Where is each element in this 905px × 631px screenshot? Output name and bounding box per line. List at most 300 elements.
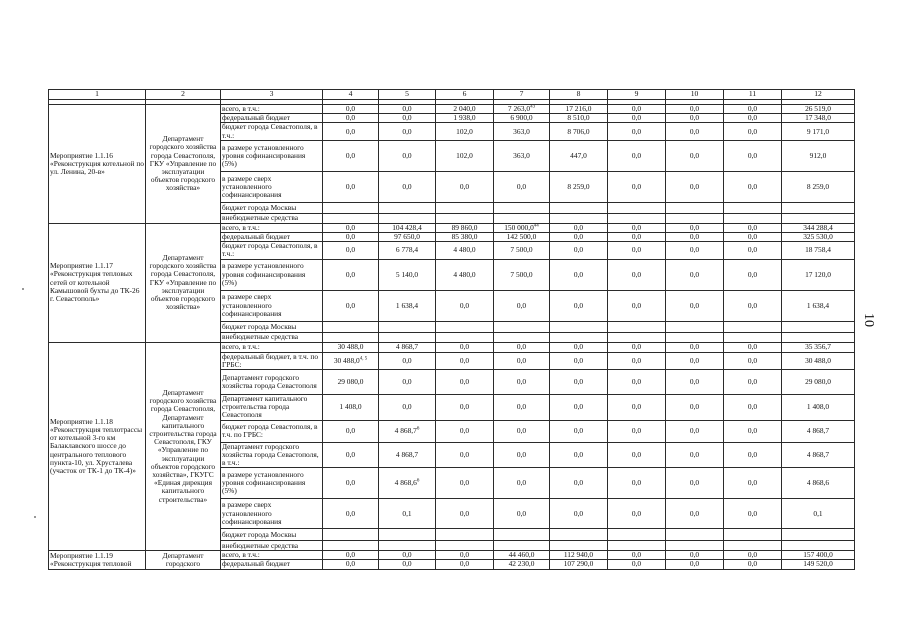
- amount-total: 157 400,0: [782, 551, 855, 560]
- amount-value: 0,0: [747, 269, 758, 279]
- amount-value: 0,0: [459, 426, 470, 436]
- funding-source: бюджет города Севастополя, в т.ч. по ГРБС:: [221, 420, 323, 442]
- amount-value: 112 940,0: [563, 550, 594, 560]
- amount-value: 0,0: [459, 449, 470, 459]
- amount-cell-y8: [550, 321, 608, 332]
- funding-source: Департамент капитального строительства города Севастополя: [221, 395, 323, 421]
- amount-cell-y5: [379, 321, 436, 332]
- amount-value: 102,0: [456, 150, 473, 160]
- amount-cell-y5: [379, 529, 436, 541]
- amount-cell-y6: [436, 395, 494, 421]
- amount-cell-y10: [666, 123, 724, 140]
- amount-cell-y11: [724, 321, 782, 332]
- amount-cell-y7: [494, 352, 550, 369]
- amount-cell-y4: [323, 499, 379, 529]
- amount-cell-y8: [550, 352, 608, 369]
- amount-value: 0,0: [747, 126, 758, 136]
- amount-cell-y10: [666, 551, 724, 560]
- amount-value: 0,0: [573, 342, 584, 352]
- column-header: 12: [782, 90, 855, 100]
- amount-cell-y8: [550, 242, 608, 259]
- amount-value: 363,0: [513, 150, 530, 160]
- amount-total: [782, 541, 855, 551]
- scan-speck: [22, 288, 24, 290]
- amount-value: 0,0: [631, 550, 642, 560]
- column-header: 2: [146, 90, 221, 100]
- amount-value: 4 480,0: [453, 269, 476, 279]
- amount-value: 0,0: [573, 300, 584, 310]
- amount-cell-y11: [724, 551, 782, 560]
- amount-total: 9 171,0: [782, 123, 855, 140]
- amount-cell-y9: [608, 420, 666, 442]
- amount-total: 149 520,0: [782, 560, 855, 569]
- amount-cell-y11: [724, 541, 782, 551]
- amount-value: 1 638,4: [395, 300, 419, 310]
- amount-cell-y10: [666, 529, 724, 541]
- amount-value: 0,0: [345, 113, 356, 123]
- amount-cell-y7: [494, 171, 550, 202]
- amount-value: 0,0: [631, 300, 642, 310]
- amount-value: 7 500,0: [510, 269, 533, 279]
- amount-cell-y5: [379, 395, 436, 421]
- amount-value: 0,0: [516, 402, 527, 412]
- amount-cell-y10: [666, 541, 724, 551]
- amount-cell-y9: [608, 499, 666, 529]
- amount-value: 0,1: [402, 508, 412, 518]
- amount-total: 26 519,0: [782, 105, 855, 114]
- amount-value: 0,0: [747, 508, 758, 518]
- column-number-row: [49, 90, 855, 100]
- amount-cell-y9: [608, 468, 666, 499]
- amount-cell-y5: [379, 123, 436, 140]
- amount-cell-y8: [550, 123, 608, 140]
- amount-value: 0,0: [689, 181, 700, 191]
- amount-cell-y8: [550, 342, 608, 352]
- amount-cell-y4: [323, 123, 379, 140]
- amount-value: 0,0: [345, 478, 356, 488]
- amount-cell-y5: [379, 223, 436, 232]
- amount-cell-y4: [323, 105, 379, 114]
- amount-cell-y6: [436, 332, 494, 342]
- amount-value: 0,0: [573, 402, 584, 412]
- amount-cell-y7: [494, 332, 550, 342]
- amount-total: 17 120,0: [782, 259, 855, 290]
- amount-value: 0,0: [402, 150, 412, 160]
- footnote-mark: 6: [416, 426, 420, 432]
- funding-source: федеральный бюджет: [221, 560, 323, 569]
- amount-cell-y5: [379, 551, 436, 560]
- amount-cell-y6: [436, 171, 494, 202]
- amount-value: 0,0: [345, 426, 356, 436]
- amount-value: 0,0: [402, 355, 412, 365]
- amount-value: 0,0: [516, 508, 527, 518]
- amount-value: 0,0: [573, 449, 584, 459]
- amount-value: 0,0: [747, 150, 758, 160]
- amount-cell-y10: [666, 560, 724, 569]
- funding-source: в размере сверх установленного софинансирования: [221, 499, 323, 529]
- amount-cell-y6: [436, 242, 494, 259]
- amount-value: 6 900,0: [510, 113, 533, 123]
- amount-cell-y10: [666, 468, 724, 499]
- amount-value: 0,0: [689, 449, 700, 459]
- amount-cell-y5: [379, 171, 436, 202]
- amount-cell-y5: [379, 202, 436, 213]
- amount-cell-y7: [494, 560, 550, 569]
- amount-cell-y4: [323, 370, 379, 395]
- column-header: 8: [550, 90, 608, 100]
- amount-cell-y10: [666, 442, 724, 468]
- amount-value: 0,0: [689, 223, 700, 232]
- amount-value: 30 488,0: [333, 355, 360, 365]
- measure-executor: Департамент городского хозяйства города Севастополя, ГКУ «Управление по эксплуатации объектов городского хозяйства»: [146, 105, 221, 224]
- amount-value: 4 868,7: [394, 426, 417, 436]
- amount-cell-y6: [436, 123, 494, 140]
- amount-cell-y7: [494, 529, 550, 541]
- amount-cell-y8: [550, 233, 608, 242]
- amount-cell-y9: [608, 442, 666, 468]
- amount-cell-y6: [436, 259, 494, 290]
- amount-cell-y7: [494, 223, 550, 232]
- amount-cell-y7: [494, 395, 550, 421]
- amount-value: 0,0: [345, 559, 356, 569]
- amount-cell-y10: [666, 242, 724, 259]
- amount-value: 0,0: [747, 355, 758, 365]
- amount-cell-y8: [550, 213, 608, 223]
- amount-value: 0,0: [689, 232, 700, 242]
- column-header: 1: [49, 90, 146, 100]
- amount-total: 1 638,4: [782, 290, 855, 321]
- amount-cell-y11: [724, 171, 782, 202]
- amount-cell-y8: [550, 529, 608, 541]
- amount-cell-y9: [608, 541, 666, 551]
- amount-cell-y5: [379, 114, 436, 123]
- amount-value: 8 706,0: [567, 126, 590, 136]
- amount-value: 0,0: [402, 181, 412, 191]
- amount-cell-y10: [666, 213, 724, 223]
- amount-value: 0,0: [689, 269, 700, 279]
- amount-cell-y8: [550, 560, 608, 569]
- table-row: [49, 342, 855, 352]
- amount-cell-y4: [323, 321, 379, 332]
- amount-cell-y9: [608, 171, 666, 202]
- amount-cell-y8: [550, 468, 608, 499]
- amount-cell-y10: [666, 370, 724, 395]
- amount-value: 0,0: [631, 245, 642, 255]
- amount-cell-y10: [666, 395, 724, 421]
- amount-value: 4 868,6: [394, 478, 417, 488]
- amount-cell-y4: [323, 171, 379, 202]
- amount-value: 0,0: [747, 426, 758, 436]
- amount-cell-y10: [666, 114, 724, 123]
- amount-cell-y6: [436, 499, 494, 529]
- amount-cell-y11: [724, 123, 782, 140]
- amount-cell-y8: [550, 370, 608, 395]
- amount-value: 0,0: [516, 181, 527, 191]
- amount-total: 17 348,0: [782, 114, 855, 123]
- amount-cell-y7: [494, 290, 550, 321]
- amount-cell-y6: [436, 551, 494, 560]
- amount-value: 0,0: [689, 426, 700, 436]
- amount-value: 0,0: [631, 559, 642, 569]
- amount-value: 4 868,7: [395, 342, 419, 352]
- amount-cell-y9: [608, 370, 666, 395]
- amount-value: 42 230,0: [508, 559, 535, 569]
- amount-value: 0,0: [631, 508, 642, 518]
- amount-cell-y7: [494, 420, 550, 442]
- amount-cell-y7: [494, 233, 550, 242]
- amount-value: 0,0: [689, 508, 700, 518]
- amount-value: 7 263,0: [507, 104, 531, 113]
- amount-total: 4 868,7: [782, 442, 855, 468]
- amount-value: 0,0: [573, 426, 584, 436]
- amount-cell-y4: [323, 529, 379, 541]
- amount-value: 0,0: [402, 559, 412, 569]
- funding-source: в размере установленного уровня софинансирования (5%): [221, 259, 323, 290]
- amount-cell-y7: [494, 499, 550, 529]
- amount-value: 0,0: [747, 223, 758, 232]
- amount-value: 107 290,0: [563, 559, 594, 569]
- amount-cell-y11: [724, 290, 782, 321]
- amount-value: 0,0: [689, 150, 700, 160]
- funding-source: Департамент городского хозяйства города Севастополя, в т.ч.:: [221, 442, 323, 468]
- footnote-mark: 44: [533, 223, 539, 229]
- amount-cell-y4: [323, 395, 379, 421]
- amount-cell-y10: [666, 342, 724, 352]
- amount-value: 0,0: [345, 126, 356, 136]
- funding-source: внебюджетные средства: [221, 213, 323, 223]
- amount-cell-y5: [379, 352, 436, 369]
- amount-value: 0,0: [516, 342, 527, 352]
- funding-source: всего, в т.ч.:: [221, 223, 323, 232]
- amount-cell-y9: [608, 290, 666, 321]
- amount-total: 325 530,0: [782, 233, 855, 242]
- amount-value: 0,0: [631, 150, 642, 160]
- amount-value: 0,0: [747, 245, 758, 255]
- amount-cell-y11: [724, 332, 782, 342]
- amount-value: 363,0: [513, 126, 530, 136]
- amount-value: 102,0: [456, 126, 473, 136]
- amount-value: 0,0: [516, 426, 527, 436]
- amount-cell-y9: [608, 332, 666, 342]
- amount-cell-y11: [724, 499, 782, 529]
- amount-cell-y9: [608, 352, 666, 369]
- amount-value: 0,0: [631, 126, 642, 136]
- amount-cell-y4: [323, 202, 379, 213]
- amount-value: 0,0: [689, 376, 700, 386]
- amount-value: 44 460,0: [508, 550, 535, 560]
- amount-value: 1 938,0: [453, 113, 476, 123]
- amount-value: 17 216,0: [565, 104, 592, 113]
- amount-value: 8 510,0: [567, 113, 590, 123]
- amount-cell-y9: [608, 202, 666, 213]
- amount-value: 0,0: [631, 355, 642, 365]
- amount-value: 0,0: [631, 478, 642, 488]
- amount-cell-y6: [436, 223, 494, 232]
- amount-value: 447,0: [570, 150, 587, 160]
- amount-cell-y9: [608, 342, 666, 352]
- funding-source: бюджет города Севастополя, в т.ч.:: [221, 242, 323, 259]
- amount-cell-y11: [724, 233, 782, 242]
- amount-cell-y6: [436, 105, 494, 114]
- funding-source: бюджет города Москвы: [221, 529, 323, 541]
- amount-value: 0,0: [345, 232, 356, 242]
- amount-cell-y6: [436, 442, 494, 468]
- amount-value: 0,0: [345, 104, 356, 113]
- amount-cell-y4: [323, 223, 379, 232]
- amount-cell-y5: [379, 370, 436, 395]
- funding-source: Департамент городского хозяйства города Севастополя: [221, 370, 323, 395]
- amount-cell-y8: [550, 223, 608, 232]
- measure-description: Мероприятие 1.1.16 «Реконструкция котельной по ул. Ленина, 20-в»: [49, 105, 146, 224]
- amount-cell-y5: [379, 499, 436, 529]
- amount-total: [782, 202, 855, 213]
- amount-value: 0,0: [459, 508, 470, 518]
- amount-value: 0,0: [747, 478, 758, 488]
- amount-cell-y10: [666, 352, 724, 369]
- amount-value: 0,0: [747, 402, 758, 412]
- amount-value: 0,0: [345, 449, 356, 459]
- amount-cell-y6: [436, 342, 494, 352]
- amount-cell-y9: [608, 560, 666, 569]
- amount-cell-y5: [379, 442, 436, 468]
- amount-cell-y4: [323, 551, 379, 560]
- amount-cell-y4: [323, 442, 379, 468]
- amount-total: 344 288,4: [782, 223, 855, 232]
- amount-cell-y9: [608, 223, 666, 232]
- amount-value: 0,0: [631, 223, 642, 232]
- amount-cell-y8: [550, 442, 608, 468]
- amount-value: 0,0: [516, 300, 527, 310]
- amount-cell-y7: [494, 114, 550, 123]
- amount-value: 0,0: [747, 376, 758, 386]
- amount-cell-y4: [323, 140, 379, 171]
- amount-value: 0,0: [689, 342, 700, 352]
- amount-value: 0,0: [747, 300, 758, 310]
- amount-value: 4 868,7: [395, 449, 419, 459]
- amount-cell-y7: [494, 202, 550, 213]
- amount-value: 0,0: [747, 113, 758, 123]
- amount-cell-y11: [724, 342, 782, 352]
- amount-cell-y11: [724, 352, 782, 369]
- amount-cell-y9: [608, 551, 666, 560]
- amount-cell-y5: [379, 105, 436, 114]
- amount-cell-y7: [494, 213, 550, 223]
- amount-cell-y5: [379, 259, 436, 290]
- funding-source: бюджет города Москвы: [221, 202, 323, 213]
- amount-cell-y11: [724, 259, 782, 290]
- amount-value: 0,0: [689, 113, 700, 123]
- amount-cell-y10: [666, 105, 724, 114]
- amount-cell-y10: [666, 171, 724, 202]
- amount-value: 0,0: [747, 449, 758, 459]
- amount-cell-y5: [379, 468, 436, 499]
- amount-cell-y4: [323, 233, 379, 242]
- amount-total: 18 758,4: [782, 242, 855, 259]
- amount-cell-y7: [494, 468, 550, 499]
- amount-cell-y4: [323, 114, 379, 123]
- amount-cell-y8: [550, 171, 608, 202]
- column-header: 11: [724, 90, 782, 100]
- amount-cell-y6: [436, 468, 494, 499]
- amount-cell-y9: [608, 242, 666, 259]
- funding-source: всего, в т.ч.:: [221, 551, 323, 560]
- amount-cell-y6: [436, 290, 494, 321]
- amount-cell-y8: [550, 541, 608, 551]
- amount-value: 0,0: [459, 402, 470, 412]
- amount-cell-y4: [323, 352, 379, 369]
- amount-value: 0,0: [459, 559, 470, 569]
- amount-value: 29 080,0: [337, 376, 364, 386]
- amount-value: 8 259,0: [567, 181, 590, 191]
- amount-value: 0,0: [689, 245, 700, 255]
- amount-cell-y6: [436, 541, 494, 551]
- amount-cell-y5: [379, 242, 436, 259]
- amount-cell-y9: [608, 321, 666, 332]
- amount-cell-y9: [608, 395, 666, 421]
- funding-source: в размере установленного уровня софинансирования (5%): [221, 140, 323, 171]
- amount-cell-y11: [724, 202, 782, 213]
- amount-total: 35 356,7: [782, 342, 855, 352]
- amount-cell-y8: [550, 114, 608, 123]
- amount-value: 0,0: [345, 300, 356, 310]
- amount-cell-y9: [608, 114, 666, 123]
- amount-value: 0,0: [459, 300, 470, 310]
- amount-cell-y6: [436, 114, 494, 123]
- measure-description: Мероприятие 1.1.18 «Реконструкция теплотрассы от котельной 3-го км Балаклавского шоссе до центрального теплового пункта-10, ул. Хрусталева (участок от ТК-1 до ТК-4)»: [49, 342, 146, 551]
- amount-cell-y8: [550, 202, 608, 213]
- funding-source: федеральный бюджет: [221, 233, 323, 242]
- amount-cell-y11: [724, 560, 782, 569]
- amount-cell-y8: [550, 420, 608, 442]
- measure-description: Мероприятие 1.1.19 «Реконструкция тепловой: [49, 551, 146, 569]
- amount-value: 0,0: [573, 478, 584, 488]
- amount-value: 0,0: [747, 559, 758, 569]
- measure-executor: Департамент городского: [146, 551, 221, 569]
- amount-cell-y10: [666, 140, 724, 171]
- amount-value: 7 500,0: [510, 245, 533, 255]
- amount-cell-y4: [323, 468, 379, 499]
- amount-cell-y7: [494, 442, 550, 468]
- amount-cell-y4: [323, 213, 379, 223]
- amount-value: 1 408,0: [339, 402, 362, 412]
- amount-value: 0,0: [747, 550, 758, 560]
- amount-value: 30 488,0: [337, 342, 364, 352]
- amount-value: 0,0: [573, 232, 584, 242]
- amount-cell-y6: [436, 233, 494, 242]
- amount-cell-y10: [666, 332, 724, 342]
- amount-total: [782, 332, 855, 342]
- amount-total: 912,0: [782, 140, 855, 171]
- amount-cell-y4: [323, 560, 379, 569]
- amount-value: 0,0: [459, 355, 470, 365]
- funding-source: всего, в т.ч.:: [221, 105, 323, 114]
- amount-value: 0,0: [573, 376, 584, 386]
- amount-total: 1 408,0: [782, 395, 855, 421]
- amount-value: 0,0: [573, 223, 584, 232]
- amount-cell-y10: [666, 259, 724, 290]
- amount-cell-y9: [608, 123, 666, 140]
- amount-cell-y11: [724, 468, 782, 499]
- amount-cell-y5: [379, 560, 436, 569]
- amount-value: 0,0: [402, 402, 412, 412]
- amount-cell-y11: [724, 114, 782, 123]
- amount-cell-y5: [379, 541, 436, 551]
- funding-source: в размере сверх установленного софинансирования: [221, 290, 323, 321]
- amount-total: 8 259,0: [782, 171, 855, 202]
- financing-table: [48, 89, 855, 570]
- amount-value: 0,0: [402, 113, 412, 123]
- amount-cell-y9: [608, 233, 666, 242]
